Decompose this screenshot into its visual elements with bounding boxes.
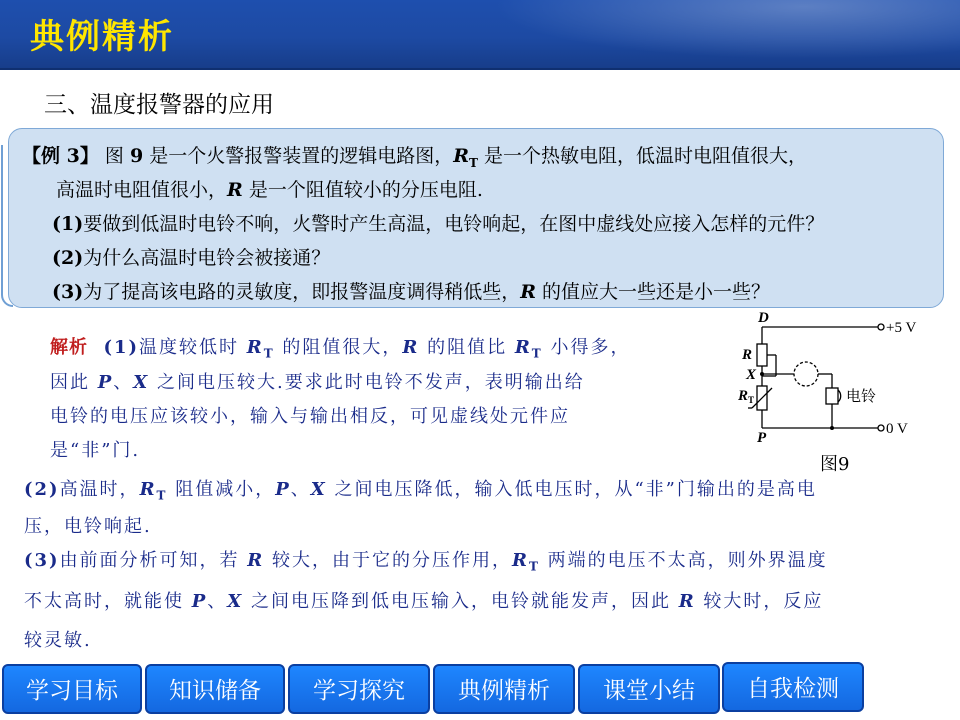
a-text: 之间电压降低，输入低电压时，从“非”门输出的是高电	[326, 479, 817, 500]
nav-learning-explore[interactable]: 学习探究	[288, 664, 430, 714]
label-rt: R	[738, 388, 749, 404]
var-r: R	[247, 550, 265, 571]
answer-line-3: 电铃的电压应该较小，输入与输出相反，可见虚线处元件应	[50, 406, 570, 427]
var-rt-sub: T	[528, 559, 540, 574]
q-num: (1)	[52, 213, 84, 235]
answer-line-7	[24, 546, 828, 574]
question-line-5	[52, 277, 770, 304]
var-r: R	[678, 591, 696, 612]
var-rt: R	[139, 479, 157, 500]
circuit-diagram	[730, 310, 930, 470]
nav-learning-goals[interactable]: 学习目标	[2, 664, 142, 714]
a-num: (3)	[24, 550, 60, 571]
question-line-3	[52, 209, 824, 236]
nav-knowledge-prep[interactable]: 知识储备	[145, 664, 285, 714]
a-text: 、	[207, 591, 228, 612]
a-text: 、	[290, 479, 311, 500]
var-p: P	[97, 372, 114, 393]
node-x-label: X	[746, 367, 757, 383]
vplus-label: +5 V	[886, 320, 917, 336]
node-p-label: P	[757, 430, 767, 446]
var-r: R	[402, 337, 420, 358]
nav-self-test[interactable]: 自我检测	[722, 662, 864, 712]
a-text: 高温时，	[59, 479, 140, 500]
var-rt-sub: T	[263, 346, 275, 361]
var-rt: R	[246, 337, 264, 358]
label-r: R	[742, 347, 753, 363]
q-num: (2)	[52, 247, 84, 269]
var-x: X	[133, 372, 150, 393]
question-line-1	[22, 141, 807, 170]
a-text: 不太高时，就能使	[24, 591, 192, 612]
q-text: 是一个热敏电阻，低温时电阻值很大，	[477, 145, 807, 167]
var-x: X	[310, 479, 327, 500]
vzero-label: 0 V	[886, 421, 908, 437]
var-rt: R	[514, 337, 532, 358]
answer-label: 解析	[50, 337, 88, 358]
var-r: R	[227, 179, 243, 201]
answer-line-9: 较灵敏.	[24, 630, 92, 651]
node-d-label: D	[758, 310, 769, 326]
example-label: 【例 3】	[22, 145, 99, 167]
q-text: 高温时电阻值很小，	[56, 179, 228, 201]
var-p: P	[275, 479, 291, 500]
var-rt: R	[453, 145, 470, 167]
a-text: 之间电压降到低电压输入，电铃就能发声，因此	[243, 591, 679, 612]
a-text: 因此	[50, 372, 98, 393]
header-shine	[440, 0, 960, 68]
q-num: (3)	[52, 281, 84, 303]
answer-line-2	[50, 368, 585, 394]
a-text: 的阻值比	[419, 337, 515, 358]
var-rt-sub: T	[156, 488, 168, 503]
a-num: (1)	[103, 337, 140, 358]
q-text: 的值应大一些还是小一些？	[536, 281, 771, 303]
a-text: 阻值减小，	[167, 479, 276, 500]
a-text: 两端的电压不太高，则外界温度	[539, 550, 828, 571]
q-text: 为了提高该电路的灵敏度，即报警温度调得稍低些，	[83, 281, 521, 303]
a-text: 小得多，	[542, 337, 631, 358]
var-x: X	[227, 591, 244, 612]
a-text: 由前面分析可知，若	[59, 550, 248, 571]
answer-line-5	[24, 475, 817, 503]
section-title: 三、温度报警器的应用	[44, 92, 274, 118]
var-r: R	[520, 281, 537, 303]
var-p: P	[191, 591, 208, 612]
a-text: 、	[113, 372, 134, 393]
page-title: 典例精析	[30, 17, 174, 57]
var-rt: R	[512, 550, 529, 571]
a-text: 的阻值很大，	[274, 337, 403, 358]
q-text: 图	[98, 145, 130, 167]
answer-line-4: 是“非”门.	[50, 440, 141, 461]
answer-line-8	[24, 587, 823, 613]
var-rt-sub: T	[469, 155, 478, 170]
q-text: 是一个火警报警装置的逻辑电路图，	[143, 145, 454, 167]
bell-label: 电铃	[846, 387, 877, 405]
question-line-4	[52, 243, 330, 270]
nav-example-analysis[interactable]: 典例精析	[433, 664, 575, 714]
question-line-2	[56, 175, 483, 202]
figure-caption: 图9	[820, 454, 850, 475]
bottom-nav	[0, 662, 960, 720]
a-text: 较大，由于它的分压作用，	[264, 550, 512, 571]
var-rt-sub: T	[531, 346, 543, 361]
header-bar	[0, 0, 960, 70]
a-num: (2)	[24, 479, 60, 500]
nav-class-summary[interactable]: 课堂小结	[578, 664, 720, 714]
question-box-outline	[1, 145, 13, 307]
a-text: 之间电压较大.要求此时电铃不发声，表明输出给	[149, 372, 585, 393]
figure-ref: 9	[129, 145, 144, 167]
q-text: 是一个阻值较小的分压电阻.	[242, 179, 483, 201]
q-text: 为什么高温时电铃会被接通？	[83, 247, 331, 269]
answer-line-6: 压，电铃响起.	[24, 516, 152, 537]
label-rt-sub: T	[748, 395, 755, 405]
a-text: 较大时，反应	[695, 591, 824, 612]
answer-line-1	[50, 333, 630, 361]
a-text: 温度较低时	[139, 337, 247, 358]
q-text: 要做到低温时电铃不响，火警时产生高温，电铃响起，在图中虚线处应接入怎样的元件？	[83, 213, 825, 235]
